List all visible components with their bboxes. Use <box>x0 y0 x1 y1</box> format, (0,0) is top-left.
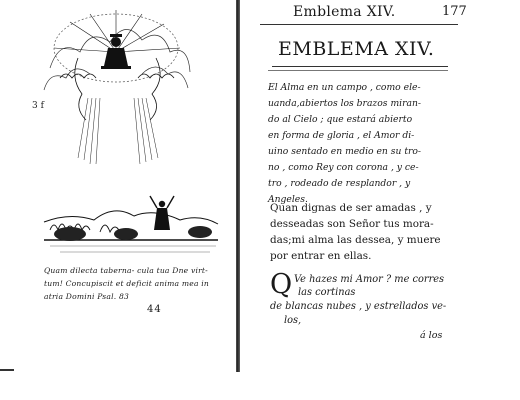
emblem-engraving <box>30 8 230 263</box>
caption-line: atria Domini Psal. 83 <box>44 292 130 301</box>
motto-line: uino sentado en medio en su tro- <box>268 146 422 157</box>
page-number-left: 44 <box>147 304 162 315</box>
title-rule <box>272 66 448 67</box>
title-double-rule <box>268 70 448 74</box>
motto-line: uanda,abiertos los brazos miran- <box>268 98 421 109</box>
right-page <box>242 0 520 400</box>
verse-line: de blancas nubes , y estrellados ve- <box>270 301 447 312</box>
caption-line: tum! Concupiscit et deficit anima mea in <box>44 279 210 288</box>
header-rule <box>260 24 458 25</box>
psalm-paragraph <box>270 200 452 264</box>
left-page <box>0 0 238 400</box>
running-head: Emblema XIV. <box>293 4 396 20</box>
engraving-caption <box>44 264 222 303</box>
paragraph-line: desseadas son Señor tus mora- <box>270 218 434 230</box>
paragraph-line: das;mi alma las dessea, y muere <box>270 234 441 246</box>
verse-line: los, <box>284 315 302 326</box>
page-number-right: 177 <box>442 4 467 19</box>
emblem-title: EMBLEMA XIV. <box>278 38 435 60</box>
bottom-edge-mark <box>0 369 14 371</box>
motto-line: no , como Rey con corona , y ce- <box>268 162 419 173</box>
paragraph-line: por entrar en ellas. <box>270 250 372 262</box>
motto-line: El Alma en un campo , como ele- <box>268 82 421 93</box>
verse-line: las cortinas <box>298 287 356 298</box>
bushes <box>54 226 212 241</box>
motto-line: do al Cielo ; que estará abierto <box>268 114 413 125</box>
light-beams <box>78 98 158 164</box>
paragraph-line: Quan dignas de ser amadas , y <box>270 202 432 214</box>
drop-cap: Q <box>270 269 293 300</box>
motto-line: Angeles. <box>268 194 308 205</box>
motto-line: tro , rodeado de resplandor , y <box>268 178 411 189</box>
book-gutter <box>236 0 240 372</box>
caption-line: Quam dilecta taberna- cula tua Dne virt- <box>44 266 208 275</box>
emblem-motto <box>268 80 450 208</box>
svg-text:3 f: 3 f <box>32 101 44 111</box>
verse-line: Ve hazes mi Amor ? me corres <box>294 274 445 285</box>
catchword: á los <box>420 330 443 341</box>
motto-line: en forma de gloria , el Amor di- <box>268 130 415 141</box>
